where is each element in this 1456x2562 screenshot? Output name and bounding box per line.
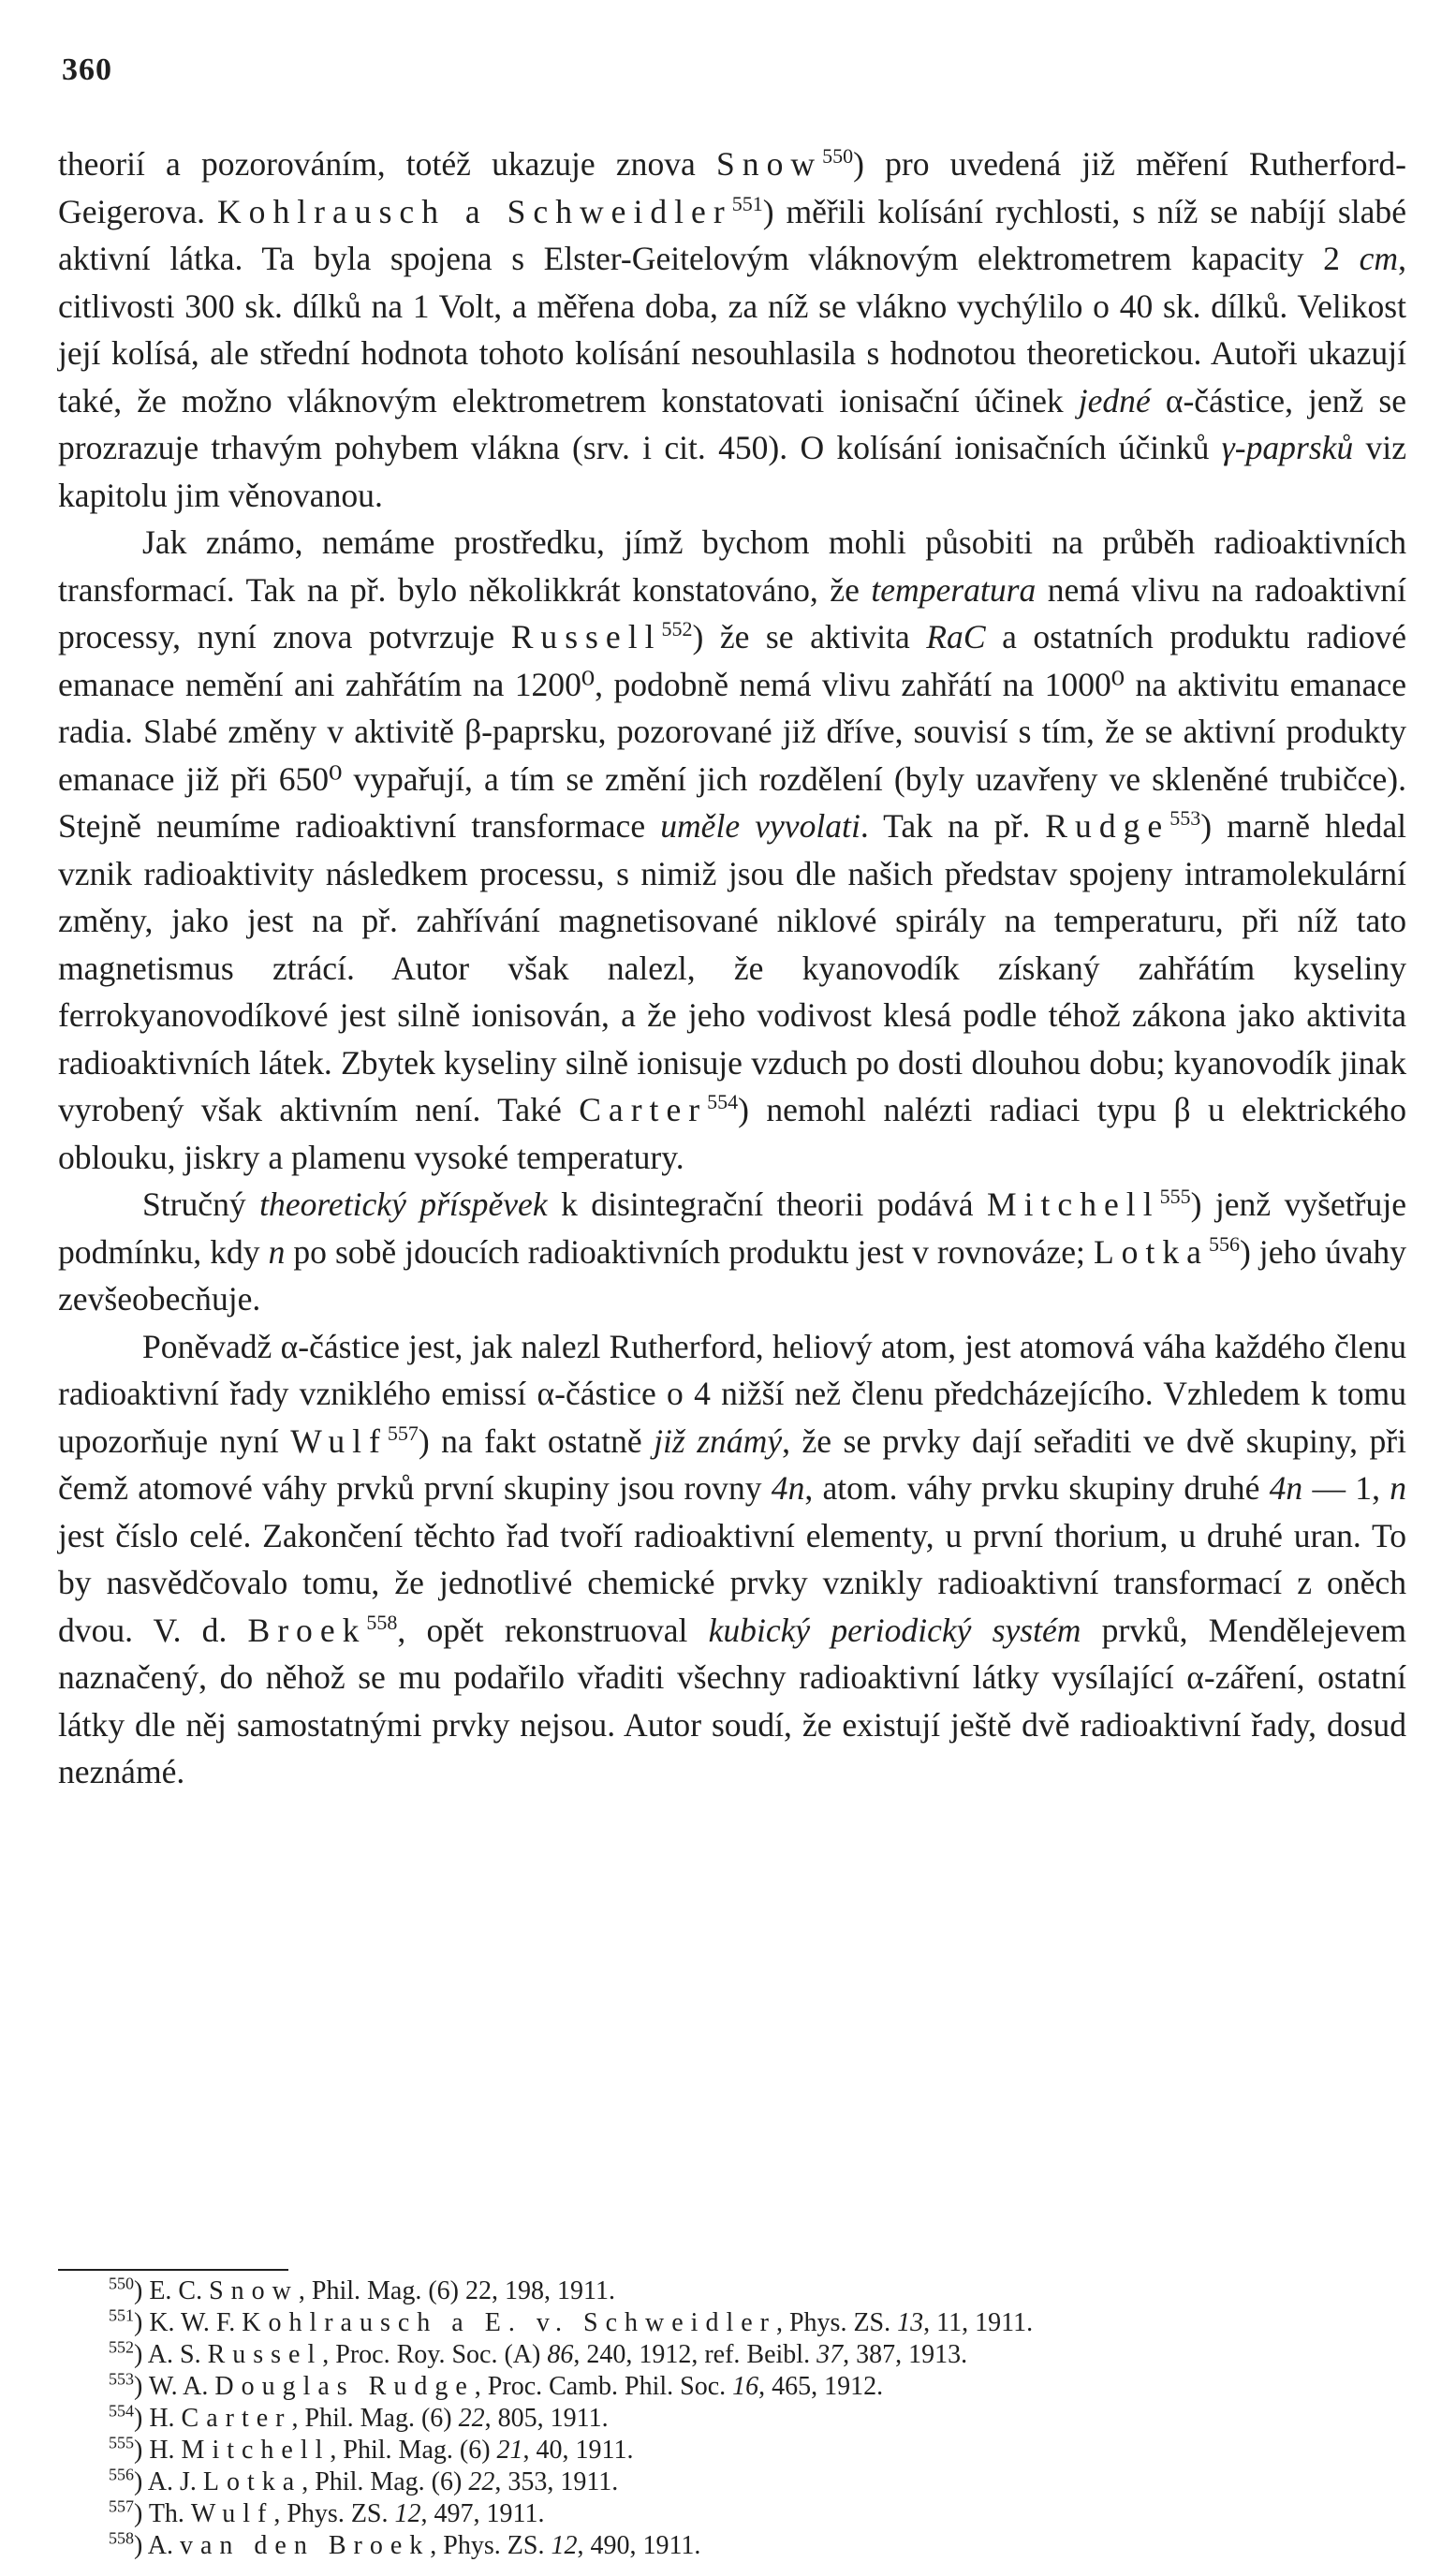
footnote-segment: Lotka: [202, 2467, 302, 2496]
footnote-segment: 557: [109, 2496, 134, 2516]
footnote-segment: Carter: [181, 2404, 292, 2433]
footnote-segment: ) Th.: [134, 2499, 191, 2528]
footnote-segment: 556: [109, 2465, 134, 2484]
paragraph-segment: — 1,: [1302, 1469, 1390, 1507]
paragraph-segment: α-částice, jenž se prozrazuje trhavým pohybem vlákna (srv. i cit. 450). O kolísání ionisačních účinků: [58, 381, 1406, 466]
footnote-550: [58, 2275, 1406, 2307]
footnote-558: [58, 2530, 1406, 2562]
footnote-segment: , 40, 1911.: [522, 2436, 634, 2465]
paragraph-segment: 553: [1169, 806, 1201, 831]
paragraph-segment: cm: [1359, 240, 1399, 277]
paragraph-segment: 554: [707, 1090, 739, 1114]
paragraph-segment: ) že se aktivita: [692, 618, 927, 655]
paragraph-segment: ) měřili kolísání rychlosti, s níž se nabíjí slabé aktivní látka. Ta byla spojena s Elster-Geitelovým vláknovým elektrometrem kapacity 2: [58, 192, 1406, 277]
footnote-segment: 21: [496, 2436, 523, 2465]
paragraph-segment: Carter: [579, 1091, 708, 1128]
paragraph-segment: 557: [387, 1421, 419, 1445]
footnote-segment: 552: [109, 2337, 134, 2357]
paragraph-segment: již známý: [654, 1421, 783, 1460]
footnote-segment: , 465, 1912.: [758, 2372, 884, 2401]
paragraph-segment: Mitchell: [987, 1185, 1160, 1223]
footnote-segment: ) W. A.: [134, 2372, 215, 2401]
paragraph-segment: theoretický příspěvek: [259, 1185, 548, 1223]
footnote-segment: 16: [732, 2372, 759, 2401]
footnote-segment: , 490, 1911.: [577, 2531, 701, 2560]
paragraph-segment: ) pro uvedená již měření Rutherford-Geigerova.: [58, 145, 1406, 230]
paragraph-4: [58, 1323, 1406, 1796]
footnote-segment: , 387, 1913.: [843, 2340, 968, 2369]
paragraph-segment: nemá vlivu na radoaktivní processy, nyní znova potvrzuje: [58, 570, 1406, 655]
footnote-segment: 555: [109, 2433, 134, 2452]
paragraph-segment: Russell: [510, 618, 662, 655]
footnote-segment: , 497, 1911.: [420, 2499, 545, 2528]
paragraph-1: [58, 140, 1406, 519]
paragraph-segment: RaC: [926, 618, 986, 655]
paragraph-segment: 550: [822, 144, 854, 169]
paragraph-segment: 4n: [1269, 1469, 1303, 1507]
footnote-segment: , 11, 1911.: [923, 2308, 1034, 2337]
footnote-segment: , 240, 1912, ref. Beibl.: [573, 2340, 817, 2369]
footnote-segment: , Phil. Mag. (6): [301, 2467, 469, 2496]
footnote-557: [58, 2498, 1406, 2530]
footnote-556: [58, 2466, 1406, 2498]
paragraph-segment: 4n: [771, 1469, 805, 1507]
paragraph-2: [58, 519, 1406, 1181]
footnote-segment: 551: [109, 2305, 134, 2325]
footnote-segment: ) A. J.: [134, 2467, 203, 2496]
footnote-segment: 553: [109, 2369, 134, 2389]
paragraph-segment: Wulf: [290, 1421, 388, 1460]
paragraph-segment: k disintegrační theorii podává: [547, 1185, 988, 1223]
paragraph-segment: ) marně hledal vznik radioaktivity následkem processu, s nimiž jsou dle našich představ spojeny intramolekulární změny, jako jest na př. zahřívání magnetisované niklové spirály na temperaturu, při níž tato magnetismus ztrácí. Autor však nalezl, že kyanovodík získaný zahřátím kyseliny ferrokyanovodíkové jest silně ionisován, a že jeho vodivost klesá podle téhož zákona jako aktivita radioaktivních látek. Zbytek kyseliny silně ionisuje vzduch po dosti dlouhou dobu; kyanovodík jinak vyrobený však aktivním není. Také: [58, 807, 1406, 1128]
footnote-segment: , 805, 1911.: [484, 2404, 609, 2433]
paragraph-segment: Kohlrausch a Schweidler: [216, 192, 732, 230]
footnote-segment: 12: [551, 2531, 578, 2560]
paragraph-segment: Broek: [247, 1611, 367, 1649]
paragraph-3: [58, 1181, 1406, 1323]
paragraph-segment: , opět rekonstruoval: [397, 1611, 709, 1649]
footnote-segment: , Phil. Mag. (6): [291, 2404, 459, 2433]
paragraph-segment: jest číslo celé. Zakončení těchto řad tvoří radioaktivní elementy, u první thorium, u druhé uran. To by nasvědčovalo tomu, že jednotlivé chemické prvky vznikly radioaktivní transformací z oněch dvou. V. d.: [58, 1516, 1406, 1649]
paragraph-segment: Stručný: [142, 1185, 260, 1223]
paragraph-segment: viz kapitolu jim věnovanou.: [58, 429, 1406, 514]
footnote-segment: 558: [109, 2528, 134, 2548]
paragraph-segment: n: [1390, 1469, 1407, 1507]
footnote-segment: Russel: [207, 2340, 323, 2369]
paragraph-segment: . Tak na př.: [860, 807, 1046, 845]
paragraph-segment: uměle vyvolati: [660, 807, 860, 845]
paragraph-segment: theorií a pozorováním, totéž ukazuje znova: [58, 145, 716, 183]
paragraph-segment: 556: [1208, 1231, 1240, 1256]
footnote-segment: Wulf: [190, 2499, 274, 2528]
paragraph-segment: γ-paprsků: [1221, 429, 1354, 466]
main-text-block: [58, 140, 1406, 1796]
paragraph-segment: ) jeho úvahy zevšeobecňuje.: [58, 1232, 1407, 1318]
paragraph-segment: ) na fakt ostatně: [418, 1421, 654, 1460]
footnote-segment: 22: [458, 2404, 485, 2433]
paragraph-segment: jedné: [1078, 381, 1151, 420]
paragraph-segment: n: [268, 1232, 286, 1271]
footnote-segment: 37: [816, 2340, 844, 2369]
footnote-555: [58, 2435, 1406, 2466]
footnote-segment: , Phys. ZS.: [273, 2499, 395, 2528]
paragraph-segment: ) nemohl nalézti radiaci typu β u elektrického oblouku, jiskry a plamenu vysoké temperatury.: [58, 1091, 1406, 1176]
paragraph-segment: 552: [661, 617, 693, 641]
footnote-segment: 554: [109, 2401, 134, 2421]
footnote-554: [58, 2403, 1406, 2435]
paragraph-segment: prvků, Mendělejevem naznačený, do něhož se mu podařilo vřaditi všechny radioaktivní látky vysílající α-záření, ostatní látky dle něj samostatnými prvky nejsou. Autor soudí, že existují ještě dvě radioaktivní řady, dosud neznámé.: [58, 1611, 1406, 1790]
footnote-segment: 550: [109, 2274, 134, 2293]
paragraph-segment: kubický periodický systém: [708, 1611, 1081, 1649]
footnote-segment: , Phys. ZS.: [775, 2308, 898, 2337]
footnote-segment: Kohlrausch a E. v. Schweidler: [242, 2308, 776, 2337]
paragraph-segment: Snow: [716, 145, 823, 183]
footnote-segment: ) H.: [134, 2404, 182, 2433]
paragraph-segment: 555: [1159, 1185, 1191, 1209]
page-number: 360: [62, 52, 112, 87]
footnote-segment: , Proc. Roy. Soc. (A): [322, 2340, 548, 2369]
footnote-segment: Douglas Rudge: [214, 2372, 475, 2401]
paragraph-segment: , citlivosti 300 sk. dílků na 1 Volt, a měřena doba, za níž se vlákno vychýlilo o 40 sk. dílků. Velikost její kolísá, ale střední hodnota tohoto kolísání nesouhlasila s hodnotou theoretickou. Autoři ukazují také, že možno vláknovým elektrometrem konstatovati ionisační účinek: [58, 240, 1406, 420]
paragraph-segment: 558: [366, 1610, 398, 1634]
paragraph-segment: Rudge: [1045, 807, 1170, 845]
footnote-551: [58, 2307, 1406, 2339]
footnote-segment: Snow: [209, 2276, 299, 2305]
footnote-segment: ) E. C.: [134, 2276, 210, 2305]
footnote-segment: ) A.: [134, 2531, 180, 2560]
paragraph-segment: 551: [731, 191, 763, 215]
paragraph-segment: Lotka: [1093, 1232, 1209, 1271]
footnote-segment: Mitchell: [181, 2436, 331, 2465]
footnote-segment: 12: [394, 2499, 421, 2528]
footnote-segment: 13: [897, 2308, 924, 2337]
paragraph-segment: Jak známo, nemáme prostředku, jímž bychom mohli působiti na průběh radioaktivních transformací. Tak na př. bylo několikkrát konstatováno, že: [58, 523, 1406, 609]
footnote-separator: [58, 2269, 288, 2271]
footnote-segment: ) H.: [134, 2436, 182, 2465]
footnote-553: [58, 2371, 1406, 2403]
paragraph-segment: Poněvadž α-částice jest, jak nalezl Rutherford, heliový atom, jest atomová váha každého členu radioaktivní řady vzniklého emissí α-částice o 4 nižší než členu předcházejícího. Vzhledem k tomu upozorňuje nyní: [58, 1327, 1406, 1460]
footnote-segment: , Phil. Mag. (6) 22, 198, 1911.: [298, 2276, 615, 2305]
footnote-552: [58, 2339, 1406, 2371]
footnote-segment: 22: [468, 2467, 495, 2496]
paragraph-segment: temperatura: [871, 570, 1037, 609]
paragraph-segment: po sobě jdoucích radioaktivních produktu jest v rovnováze;: [285, 1232, 1094, 1271]
footnote-segment: van den Broek: [180, 2531, 431, 2560]
paragraph-segment: a ostatních produktu radiové emanace nemění ani zahřátím na 1200⁰, podobně nemá vlivu zahřátí na 1000⁰ na aktivitu emanace radia. Slabé změny v aktivitě β-paprsku, pozorované již dříve, souvisí s tím, že se aktivní produkty emanace již při 650⁰ vypařují, a tím se změní jich rozdělení (byly uzavřeny ve skleněné trubičce). Stejně neumíme radioaktivní transformace: [58, 618, 1406, 845]
footnote-segment: ) A. S.: [134, 2340, 208, 2369]
footnote-segment: , 353, 1911.: [494, 2467, 619, 2496]
footnote-segment: , Phys. ZS.: [430, 2531, 552, 2560]
footnote-segment: , Proc. Camb. Phil. Soc.: [474, 2372, 733, 2401]
paragraph-segment: , atom. váhy prvku skupiny druhé: [804, 1469, 1270, 1507]
paragraph-segment: , že se prvky dají seřaditi ve dvě skupiny, při čemž atomové váhy prvků první skupiny jsou rovny: [58, 1421, 1406, 1507]
footnote-segment: 86: [547, 2340, 574, 2369]
footnote-segment: ) K. W. F.: [134, 2308, 243, 2337]
footnote-segment: , Phil. Mag. (6): [330, 2436, 497, 2465]
footnotes-block: [58, 2275, 1406, 2562]
paragraph-segment: ) jenž vyšetřuje podmínku, kdy: [58, 1185, 1406, 1271]
